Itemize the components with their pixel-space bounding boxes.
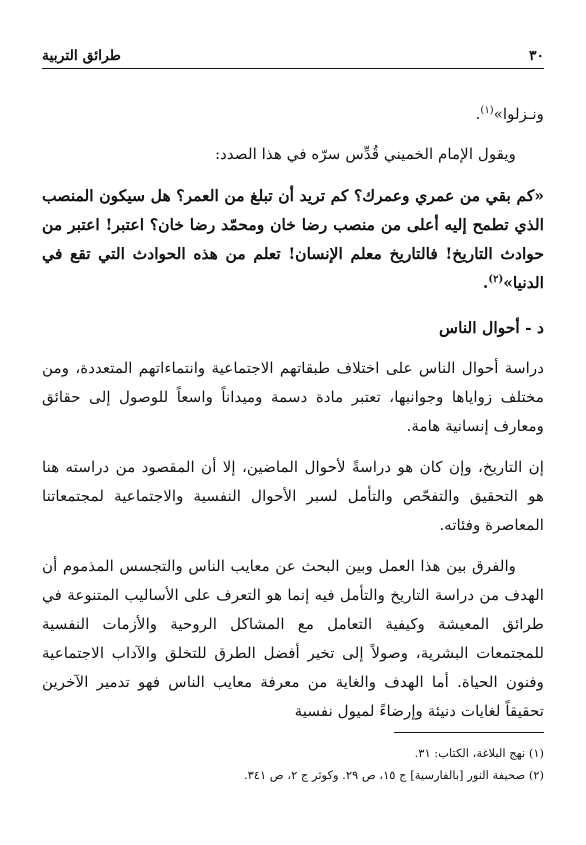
footnote-1: (١) نهج البلاغة، الكتاب: ٣١.: [414, 746, 544, 760]
footnote-marker-1: (١): [480, 104, 494, 116]
paragraph-2: إن التاريخ، وإن كان هو دراسةً لأحوال الماضين، إلا أن المقصود من دراسته هنا هو التحقيق والتفحّص والتأمل لسبر الأحوال النفسية والاجتماعية لمجتمعاتنا المعاصرة وفئاته.: [42, 458, 544, 534]
page-body: [42, 100, 544, 738]
intro-paragraph: ويقول الإمام الخميني قُدِّس سرّه في هذا الصدد:: [214, 145, 516, 163]
quote-text: «كم بقي من عمري وعمرك؟ كم تريد أن تبلغ من العمر؟ هل سيكون المنصب الذي تطمح إليه أعلى من منصب رضا خان ومحمّد رضا خان؟ اعتبر! اعتبر من حوادث التاريخ! فالتاريخ معلم الإنسان! تعلم من هذه الحوادث التي تقع في الدنيا»: [42, 186, 544, 292]
footnote-rule: [394, 732, 544, 733]
paragraph-3: والفرق بين هذا العمل وبين البحث عن معايب الناس والتجسس المذموم أن الهدف من دراسة التاريخ والتأمل فيه إنما هو التعرف على الأساليب المتنوعة في طرائق المعيشة وكيفية التعامل مع المشاكل الروحية والأزمات النفسية للمجتمعات البشرية، وصولاً إلى تخير أفضل الطرق للتخلق والآداب الاجتماعية وفنون الحياة. أما الهدف والغاية من معرفة معايب الناس فهو تدمير الآخرين تحقيقاً لغايات دنيئة وإرضاءً لميول نفسية: [42, 557, 544, 720]
running-title: طرائق التربية: [42, 48, 121, 64]
section-heading: د - أحوال الناس: [439, 318, 544, 337]
page-header: [42, 38, 544, 64]
quote-paragraph: «كم بقي من عمري وعمرك؟ كم تريد أن تبلغ من العمر؟ هل سيكون المنصب الذي تطمح إليه أعلى من منصب رضا خان ومحمّد رضا خان؟ اعتبر! اعتبر من حوادث التاريخ! فالتاريخ معلم الإنسان! تعلم من هذه الحوادث التي تقع في الدنيا»$^{(٢)}$.: [42, 186, 544, 292]
page-number: ٣٠: [528, 48, 544, 64]
paragraph-1: دراسة أحوال الناس على اختلاف طبقاتهم الاجتماعية وانتماءاتهم المتعددة، ومن مختلف زواياها وجوانبها، تعتبر مادة دسمة وميداناً واسعاً للوصول إلى حقائق ومعارف إنسانية هامة.: [42, 359, 544, 435]
footnote-marker-2: (٢): [488, 273, 504, 285]
footnotes: [42, 742, 544, 786]
footnote-2: (٢) صحيفة النور [بالفارسية] ج ١٥، ص ٢٩. وكوثر ج ٢، ص ٣٤١.: [243, 768, 544, 782]
continuation-line: ونـزلوا»$^{(١)}$.: [475, 104, 544, 123]
header-rule: [42, 68, 544, 69]
continuation-text: ونـزلوا»: [493, 105, 544, 123]
